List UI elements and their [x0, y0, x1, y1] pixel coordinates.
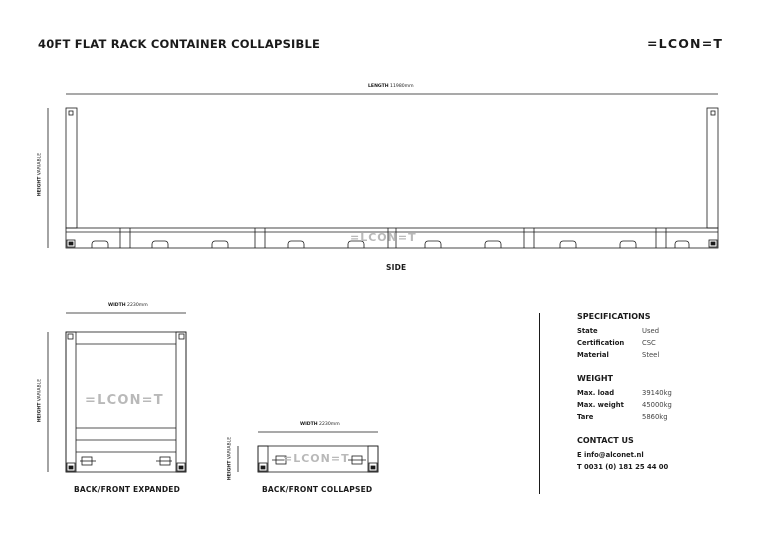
- spec-row: State Used: [577, 327, 660, 335]
- expanded-width-label: WIDTH 2230mm: [108, 303, 148, 308]
- side-right-end-post: [707, 108, 718, 228]
- weight-section: [577, 374, 727, 423]
- page-title: 40FT FLAT RACK CONTAINER COLLAPSIBLE: [38, 37, 321, 51]
- weight-heading: WEIGHT: [577, 374, 613, 383]
- collapsed-height-label: HEIGHT VARIABLE: [227, 436, 233, 481]
- specs-panel: [577, 312, 727, 486]
- side-left-end-post: [66, 108, 77, 228]
- side-length-label: LENGTH 11980mm: [368, 84, 414, 89]
- weight-row: Max. load 39140kg: [577, 389, 672, 397]
- specifications-section: [577, 312, 727, 361]
- expanded-watermark-logo: =LCON=T: [85, 393, 164, 408]
- spec-row: Certification CSC: [577, 339, 656, 347]
- weight-row: Tare 5860kg: [577, 413, 668, 421]
- weight-row: Max. weight 45000kg: [577, 401, 672, 409]
- side-watermark-logo: =LCON=T: [350, 231, 417, 244]
- collapsed-watermark-logo: =LCON=T: [283, 452, 350, 465]
- specs-divider: [539, 313, 540, 494]
- contact-section: [577, 436, 727, 473]
- side-caption: SIDE: [386, 263, 407, 272]
- spec-row: Material Steel: [577, 351, 660, 359]
- expanded-height-label: HEIGHT VARIABLE: [37, 378, 43, 423]
- collapsed-caption: BACK/FRONT COLLAPSED: [262, 485, 373, 494]
- specifications-heading: SPECIFICATIONS: [577, 312, 651, 321]
- contact-phone[interactable]: T 0031 (0) 181 25 44 00: [577, 463, 669, 471]
- contact-email[interactable]: E info@alconet.nl: [577, 451, 644, 459]
- collapsed-width-label: WIDTH 2230mm: [300, 422, 340, 427]
- contact-heading: CONTACT US: [577, 436, 634, 445]
- expanded-caption: BACK/FRONT EXPANDED: [74, 485, 181, 494]
- brand-logo: =LCON=T: [647, 36, 724, 51]
- side-height-label: HEIGHT VARIABLE: [37, 152, 43, 197]
